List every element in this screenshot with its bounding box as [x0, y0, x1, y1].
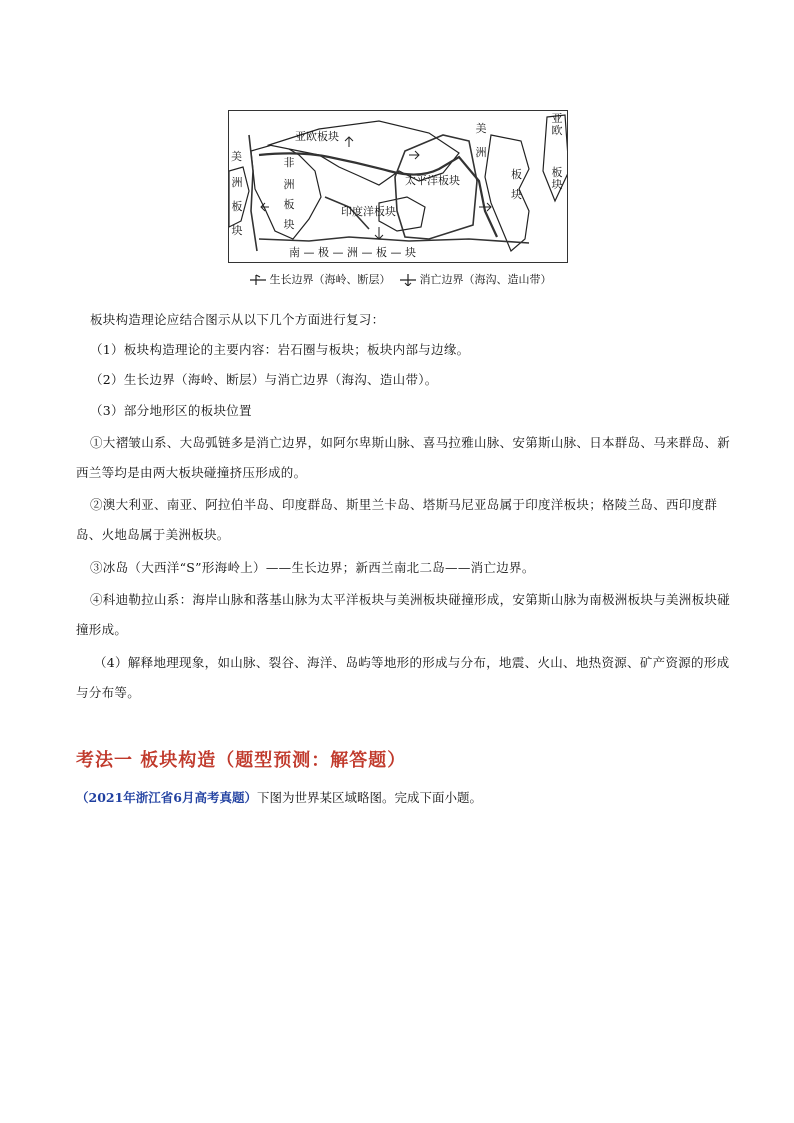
- plate-map-figure: [228, 110, 568, 290]
- paragraph-intro: 板块构造理论应结合图示从以下几个方面进行复习：: [90, 312, 385, 327]
- legend-spreading-label: 生长边界（海岭、断层）: [269, 273, 391, 286]
- label-eurasia-right-char: 板: [551, 166, 563, 179]
- section-title: 考法一 板块构造（题型预测：解答题）: [76, 750, 407, 771]
- paragraph-circle-1: ①大褶皱山系、大岛弧链多是消亡边界，如阿尔卑斯山脉、喜马拉雅山脉、安第斯山脉、日本群岛、马来群岛、新西兰等均是由两大板块碰撞挤压形成的。: [76, 435, 731, 480]
- label-africa-plate: [283, 157, 295, 231]
- legend-subduction-label: 消亡边界（海沟、造山带）: [419, 273, 552, 286]
- label-eurasia-right-char: 块: [551, 178, 563, 191]
- paragraph-point-1: （1）板块构造理论的主要内容：岩石圈与板块；板块内部与边缘。: [90, 342, 470, 357]
- label-pacific-plate: 太平洋板块: [405, 174, 460, 187]
- question-source: （2021年浙江省6月高考真题）: [76, 790, 257, 805]
- paragraph-circle-4: ④科迪勒拉山系：海岸山脉和落基山脉为太平洋板块与美洲板块碰撞形成，安第斯山脉为南极洲板块与美洲板块碰撞形成。: [76, 592, 731, 637]
- label-antarctic-plate: 南 — 极 — 洲 — 板 — 块: [289, 246, 416, 259]
- label-america-right-char: 洲: [475, 146, 487, 159]
- question-text: 下图为世界某区域略图。完成下面小题。: [257, 790, 483, 805]
- label-america-right-char: 美: [475, 122, 487, 135]
- paragraph-circle-3: ③冰岛（大西洋“S”形海岭上）——生长边界；新西兰南北二岛——消亡边界。: [90, 560, 535, 575]
- label-eurasia-plate: 亚欧板块: [295, 130, 339, 143]
- legend-spreading: [250, 271, 391, 287]
- paragraph-point-3: （3）部分地形区的板块位置: [90, 403, 252, 418]
- spreading-boundary-icon: [250, 274, 266, 286]
- question-line: [76, 788, 482, 806]
- label-america-left-char: 洲: [231, 176, 243, 189]
- label-america-left: [231, 177, 243, 237]
- label-africa-char: 块: [283, 218, 295, 231]
- label-africa-char: 洲: [283, 178, 295, 191]
- label-eurasia-right-char: 欧: [551, 124, 563, 137]
- legend-subduction: [400, 271, 552, 287]
- paragraph-point-2: （2）生长边界（海岭、断层）与消亡边界（海沟、造山带）。: [90, 372, 438, 387]
- label-eurasia-right-char: 亚: [551, 112, 563, 125]
- label-indian-plate: 印度洋板块: [341, 205, 396, 218]
- label-eurasia-right: [551, 113, 563, 191]
- spreading-boundary-antarctic: [259, 237, 529, 243]
- paragraph-circle-2: ②澳大利亚、南亚、阿拉伯半岛、印度群岛、斯里兰卡岛、塔斯马尼亚岛属于印度洋板块；格陵兰岛、西印度群岛、火地岛属于美洲板块。: [76, 497, 718, 542]
- subduction-boundary-icon: [400, 274, 416, 286]
- label-africa-char: 板: [283, 198, 295, 211]
- america-outline: [485, 135, 529, 251]
- paragraph-point-4: （4）解释地理现象，如山脉、裂谷、海洋、岛屿等地形的形成与分布，地震、火山、地热资源、矿产资源的形成与分布等。: [76, 655, 730, 700]
- label-america-left-top: 美: [231, 150, 242, 163]
- map-drawing: [229, 111, 568, 263]
- label-america-left-char: 块: [231, 224, 243, 237]
- label-america-right: [475, 123, 487, 201]
- map-legend: [250, 271, 570, 287]
- label-america-left-char: 板: [231, 200, 243, 213]
- label-africa-char: 非: [283, 156, 295, 169]
- plate-map: [228, 110, 568, 263]
